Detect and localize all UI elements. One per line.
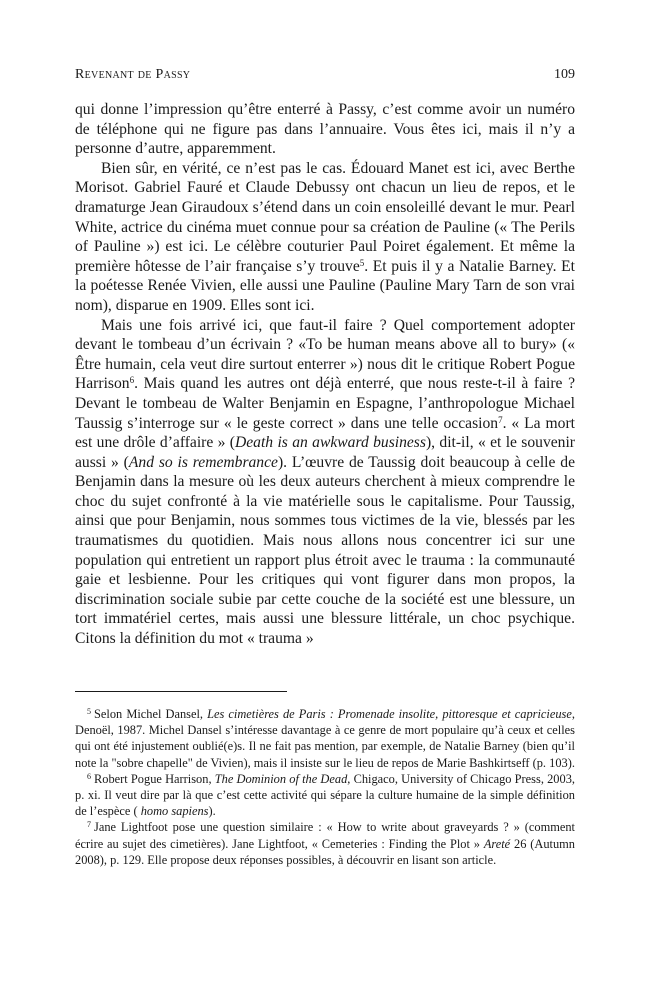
footnote-7-text-a: Jane Lightfoot pose une question similaire : « How to write about graveyards ? » (comment écrire au sujet des cimetières). Jane Lightfoot, « Cemeteries : Finding the Plot » [75,820,575,851]
footnote-7-italic: Areté [483,836,511,851]
footnote-5 [75,706,575,771]
paragraph-3-italic-2: And so is remembrance [128,453,278,471]
footnote-ref-7[interactable]: 7 [498,414,503,425]
footnote-6-text-c: ). [208,804,216,819]
footnote-6-text-a: Robert Pogue Harrison, [94,771,215,786]
footnote-7-number: 7 [87,820,91,830]
paragraph-1 [75,100,575,159]
footnote-6-text-b: , Chigaco, University of Chicago Press, 2003, p. xi. Il veut dire par là que c’est cette activité qui sépare la culture humaine de la simple définition de l’espèce ( [75,771,575,819]
page-number: 109 [554,67,575,82]
paragraph-3-text-b: . Mais quand les autres ont déjà enterré, que nous reste-t-il à faire ? Devant le tombeau de Walter Benjamin en Espagne, l’anthropologue Michael Taussig s’interroge sur « le geste correct » dans une telle occasion [75,375,575,432]
paragraph-3-italic-1: Death is an awkward business [235,434,426,452]
footnote-5-number: 5 [87,707,91,716]
footnote-7-text-b: 26 (Autumn 2008), p. 129. Elle propose deux réponses possibles, à découvrir en lisant son article. [75,836,575,867]
footnote-7 [75,819,575,868]
footnote-ref-5[interactable]: 5 [359,257,365,268]
paragraph-3-text-a: Mais une fois arrivé ici, que faut-il faire ? Quel comportement adopter devant le tombeau d’un écrivain ? «To be human means above all to bury» (« Être humain, cela veut dire surtout enterrer ») nous dit le critique Robert Pogue Harrison [75,316,575,393]
footnote-5-text-b: , Denoël, 1987. Michel Dansel s’intéresse davantage à ce genre de mort populaire qu’à ceux et celles qui ont été injustement oublié(e)s. Il ne fait pas mention, par exemple, de Natalie Barney (bien qu’il note la "sobre chapelle" de Vivien), mais il insiste sur le lieu de repos de Marie Bashkirtseff (p. 103). [75,707,575,770]
footnote-5-italic: Les cimetières de Paris : Promenade insolite, pittoresque et capricieuse [207,707,572,721]
paragraph-3-text-d: ), dit-il, « et le souvenir aussi » ( [75,434,576,471]
paragraph-3 [75,316,575,649]
paragraph-2-text-b: . Et puis il y a Natalie Barney. Et la poétesse Renée Vivien, elle aussi une Pauline (Pauline Mary Tarn de son vrai nom), disparue en 1909. Elles sont ici. [75,257,575,314]
footnote-6 [75,771,575,820]
footnotes [75,706,575,868]
footnote-separator [75,691,287,692]
footnote-6-italic-2: homo sapiens [140,804,209,819]
paragraph-2 [75,159,575,316]
body-text [75,100,575,649]
footnote-6-italic: The Dominion of the Dead [214,771,348,786]
paragraph-2-text-a: Bien sûr, en vérité, ce n’est pas le cas. Édouard Manet est ici, avec Berthe Morisot. Gabriel Fauré et Claude Debussy ont chacun un lieu de repos, et le dramaturge Jean Giraudoux s’étend dans un coin ensoleillé devant le mur. Pearl White, actrice du cinéma muet connue pour sa création de Pauline (« The Perils of Pauline ») est ici. Le célèbre couturier Paul Poiret également. Et même la première hôtesse de l’air française s’y trouve [75,159,575,275]
footnote-5-text-a: Selon Michel Dansel, [94,707,208,721]
running-head [75,64,575,86]
paragraph-3-text-e: ). L’œuvre de Taussig doit beaucoup à celle de Benjamin dans la mesure où les deux auteurs cherchent à mieux comprendre le choc du sujet confronté à la vie matérielle sous le capitalisme. Pour Taussig, ainsi que pour Benjamin, nous sommes tous victimes de la vie, blessés par les traumatismes du quotidien. Mais nous allons nous concentrer ici sur une population qui entretient un rapport plus étroit avec le trauma : la communauté gaie et lesbienne. Pour les critiques qui vont figurer dans mon propos, la discrimination sociale subie par cette couche de la société est une blessure, un tort immatériel certes, mais aussi une blessure littérale, un choc psychique. Citons la définition du mot « trauma » [75,453,575,648]
running-title: Revenant de Passy [75,67,191,82]
paragraph-3-text-c: . « La mort est une drôle d’affaire » ( [75,414,575,452]
footnote-ref-6[interactable]: 6 [129,375,135,386]
footnote-6-number: 6 [87,771,91,781]
paragraph-1-text: qui donne l’impression qu’être enterré à Passy, c’est comme avoir un numéro de téléphone qui ne figure pas dans l’annuaire. Vous êtes ici, mais il n’y a personne d’autre, apparemment. [75,101,575,158]
